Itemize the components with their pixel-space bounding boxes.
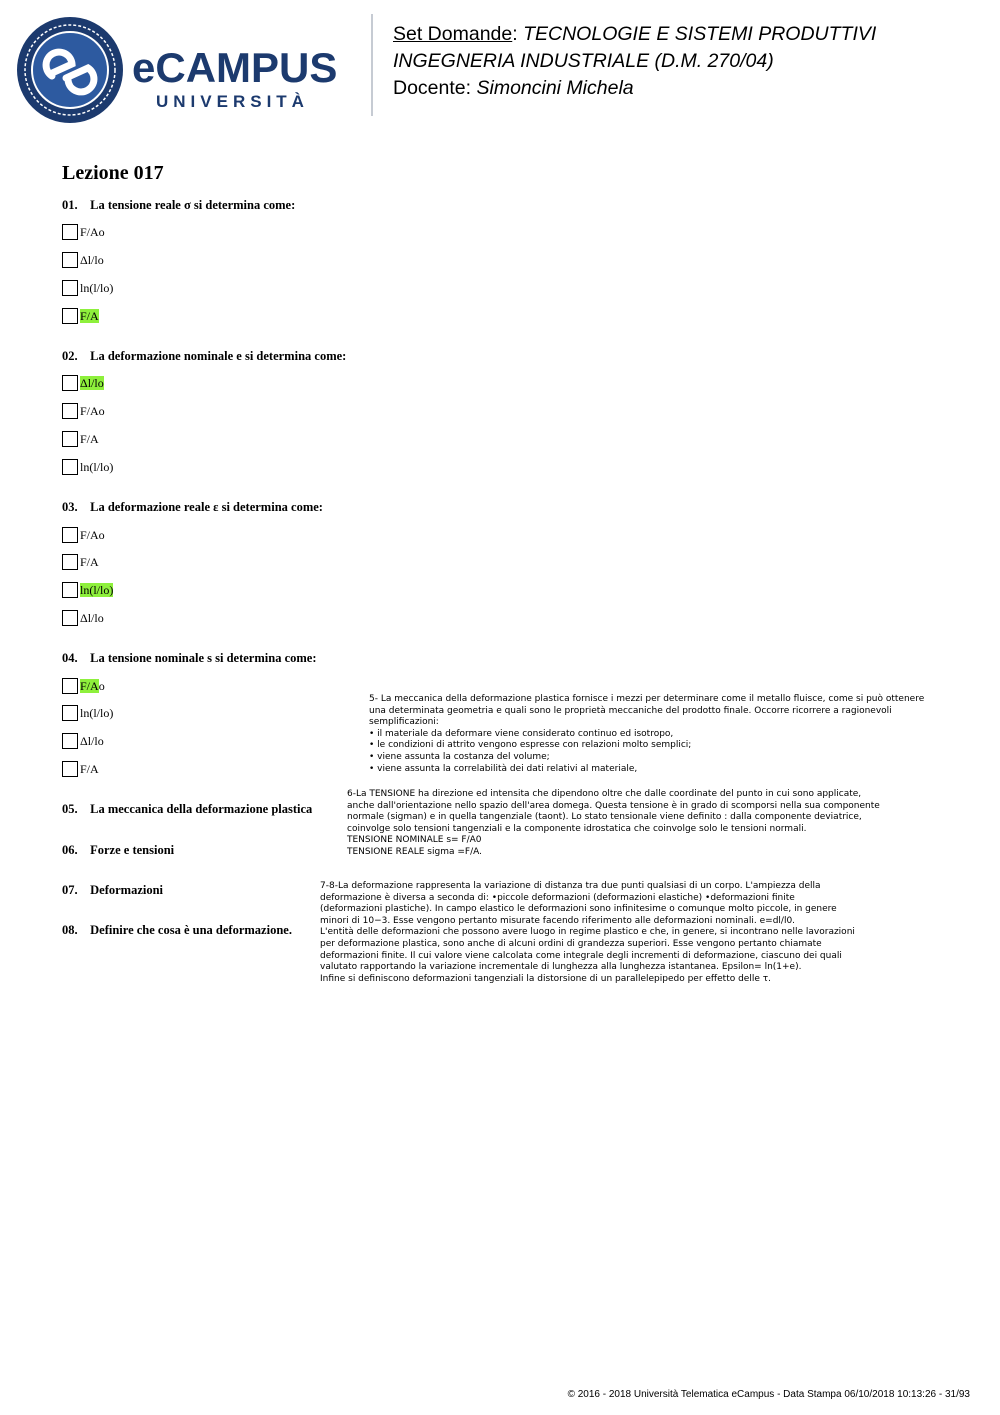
- answer-label: [80, 582, 113, 598]
- answer-label: Δl/lo: [80, 734, 104, 748]
- question-05: [62, 802, 312, 817]
- answer-checkbox[interactable]: [62, 705, 78, 721]
- question-text: La meccanica della deformazione plastica: [90, 802, 313, 816]
- answer-label-rest: o: [98, 679, 105, 693]
- question-04: [62, 651, 317, 666]
- answer-label: F/A: [80, 762, 99, 776]
- question-number: 08.: [62, 923, 78, 937]
- answer-note-07-08: [320, 881, 855, 985]
- note-line: 6-La TENSIONE ha direzione ed intensita che dipendono oltre che dalle coordinate del punto in cui sono applicate,: [347, 789, 862, 799]
- answer-checkbox[interactable]: [62, 554, 78, 570]
- note-line: una determinata geometria e quali sono le proprietà meccaniche del prodotto finale. Occorre ricorrere a ragionevoli: [369, 705, 892, 716]
- answer-label: [80, 308, 99, 324]
- note-line: deformazione è diversa a seconda di: •piccole deformazioni (deformazioni elastiche) •deformazioni finite: [320, 892, 795, 903]
- course-degree: INGEGNERIA INDUSTRIALE (D.M. 270/04): [393, 50, 774, 72]
- answer-checkbox[interactable]: [62, 403, 78, 419]
- answer-checkbox[interactable]: [62, 761, 78, 777]
- question-text: La deformazione nominale e si determina come:: [90, 349, 347, 363]
- answer-label: [80, 678, 105, 694]
- answer-checkbox[interactable]: [62, 527, 78, 543]
- note-line: 5- La meccanica della deformazione plastica fornisce i mezzi per determinare come il metallo fluisce, come si può ottenere: [369, 694, 925, 704]
- answer-label: ln(l/lo): [80, 706, 114, 720]
- set-label: Set Domande: [393, 23, 513, 45]
- header-line-1: Set Domande: TECNOLOGIE E SISTEMI PRODUTTIVI: [393, 23, 877, 45]
- note-line: coinvolge solo tensioni tangenziali e la componente idrostatica che coinvolge solo le tensioni normali.: [347, 823, 807, 834]
- answer-checkbox[interactable]: [62, 459, 78, 475]
- question-text: La tensione nominale s si determina come:: [90, 651, 317, 665]
- note-line: deformazioni finite. Il cui valore viene calcolata come integrale degli incrementi di deformazione, ciascuno dei quali: [320, 950, 842, 961]
- correct-highlight: F/A: [80, 679, 99, 693]
- answer-checkbox[interactable]: [62, 610, 78, 626]
- note-line: minori di 10−3. Esse vengono pertanto misurate facendo riferimento alle deformazioni nominali. e=dl/l0.: [320, 915, 796, 926]
- answer-checkbox[interactable]: [62, 431, 78, 447]
- correct-highlight: Δl/lo: [80, 376, 104, 390]
- lesson-title: Lezione 017: [62, 162, 164, 184]
- answer-label: Δl/lo: [80, 253, 104, 267]
- answer-checkbox[interactable]: [62, 280, 78, 296]
- note-line: • le condizioni di attrito vengono espresse con relazioni molto semplici;: [369, 740, 692, 751]
- question-number: 07.: [62, 883, 78, 897]
- answer-checkbox[interactable]: [62, 678, 78, 694]
- note-line: normale (sigman) e in quella tangenziale (taont). Lo stato tensionale viene definito : dalla componente deviatrice,: [347, 812, 862, 823]
- question-03: [62, 500, 323, 515]
- answer-note-06: [347, 789, 880, 859]
- teacher-name: Simoncini Michela: [476, 77, 634, 99]
- page-footer: © 2016 - 2018 Università Telematica eCampus - Data Stampa 06/10/2018 10:13:26 - 31/93: [567, 1389, 970, 1400]
- note-line: • viene assunta la costanza del volume;: [369, 751, 550, 762]
- answer-label: [80, 375, 104, 391]
- note-line: TENSIONE NOMINALE s= F/A0: [347, 835, 482, 846]
- answer-checkbox[interactable]: [62, 375, 78, 391]
- note-line: 7-8-La deformazione rappresenta la variazione di distanza tra due punti qualsiasi di un corpo. L'ampiezza della: [320, 881, 821, 891]
- answer-note-05: [369, 694, 924, 775]
- header-divider: [371, 14, 373, 116]
- question-number: 06.: [62, 843, 78, 857]
- answer-checkbox[interactable]: [62, 224, 78, 240]
- note-line: L'entità delle deformazioni che possono avere luogo in regime plastico e che, in genere, si incontrano nelle lavorazioni: [320, 927, 855, 938]
- ecampus-logo-mark-icon: [14, 14, 374, 124]
- correct-highlight: F/A: [80, 309, 99, 323]
- document-header: [393, 21, 876, 102]
- question-text: Deformazioni: [90, 883, 164, 897]
- note-line: Infine si definiscono deformazioni tangenziali la distorsione di un parallelepipedo per effetto delle τ.: [320, 973, 772, 984]
- correct-highlight: ln(l/lo): [80, 583, 114, 597]
- ecampus-logo: [14, 14, 374, 124]
- question-02: [62, 349, 346, 364]
- note-line: • il materiale da deformare viene considerato continuo ed isotropo,: [369, 728, 674, 739]
- course-title: TECNOLOGIE E SISTEMI PRODUTTIVI: [523, 23, 877, 45]
- answer-checkbox[interactable]: [62, 582, 78, 598]
- question-number: 02.: [62, 349, 78, 363]
- question-number: 03.: [62, 500, 78, 514]
- question-text: La tensione reale σ si determina come:: [90, 198, 296, 212]
- answer-label: F/Ao: [80, 528, 105, 542]
- question-number: 01.: [62, 198, 78, 212]
- answer-label: ln(l/lo): [80, 460, 114, 474]
- header-line-3: [393, 75, 876, 102]
- logo-subtitle: UNIVERSITÀ: [156, 92, 309, 111]
- question-text: La deformazione reale ε si determina come:: [90, 500, 323, 514]
- question-number: 05.: [62, 802, 78, 816]
- question-number: 04.: [62, 651, 78, 665]
- note-line: (deformazioni plastiche). In campo elastico le deformazioni sono infinitesime o comunque molto piccole, in genere: [320, 904, 837, 915]
- teacher-label: Docente:: [393, 77, 472, 99]
- answer-checkbox[interactable]: [62, 733, 78, 749]
- answer-label: F/Ao: [80, 225, 105, 239]
- answer-label: F/A: [80, 432, 99, 446]
- logo-wordmark: eCAMPUS: [132, 44, 338, 91]
- answer-checkbox[interactable]: [62, 308, 78, 324]
- note-line: anche dall'orientazione nello spazio dell'area domega. Questa tensione è in grado di scomporsi nella sua componente: [347, 800, 880, 811]
- note-line: TENSIONE REALE sigma =F/A.: [347, 846, 482, 857]
- answer-label: Δl/lo: [80, 611, 104, 625]
- answer-label: ln(l/lo): [80, 281, 114, 295]
- question-01: [62, 198, 295, 213]
- note-line: per deformazione plastica, sono anche di alcuni ordini di grandezza superiori. Esse vengono pertanto chiamate: [320, 938, 822, 949]
- question-text: Definire che cosa è una deformazione.: [90, 923, 292, 937]
- question-text: Forze e tensioni: [90, 843, 175, 857]
- question-08: [62, 923, 292, 938]
- note-line: semplificazioni:: [369, 717, 439, 728]
- answer-checkbox[interactable]: [62, 252, 78, 268]
- question-07: [62, 883, 163, 898]
- note-line: valutato rapportando la variazione incrementale di lunghezza alla lunghezza istantanea. Epsilon= ln(1+e).: [320, 962, 802, 973]
- answer-label: F/Ao: [80, 404, 105, 418]
- answer-label: F/A: [80, 555, 99, 569]
- note-line: • viene assunta la correlabilità dei dati relativi al materiale,: [369, 763, 638, 774]
- question-06: [62, 843, 174, 858]
